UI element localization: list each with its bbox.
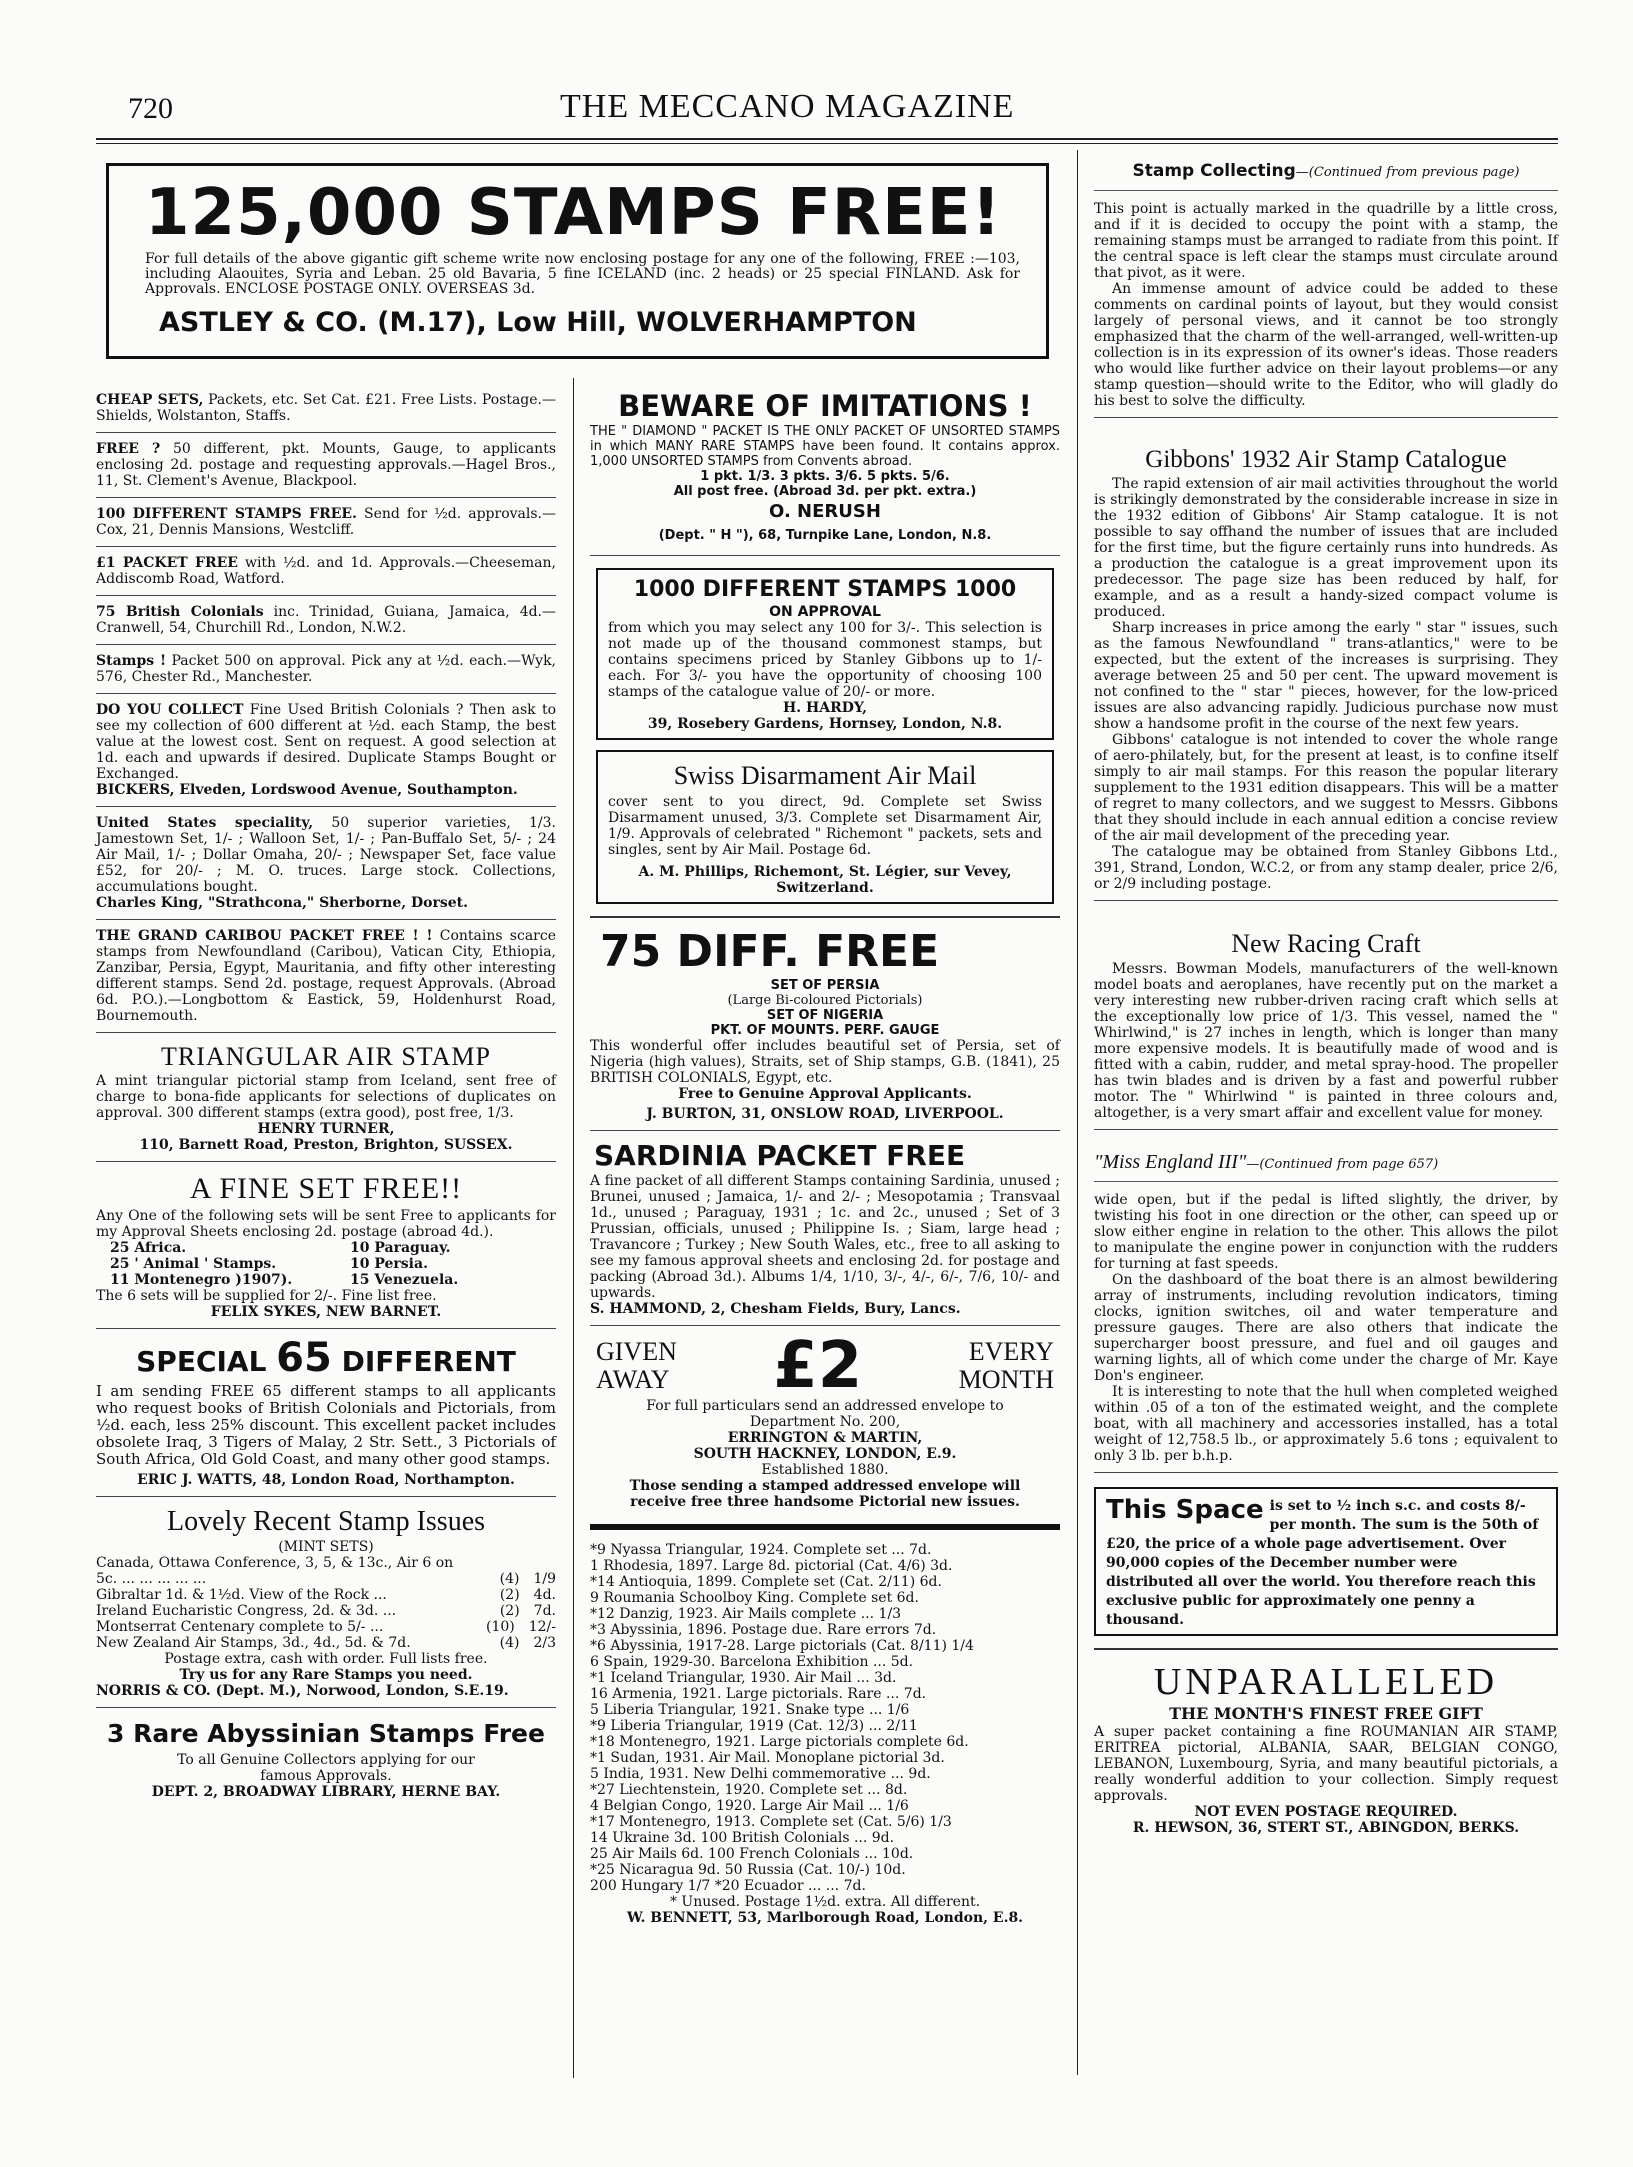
diff75-heading: 75 DIFF. FREE [600, 926, 940, 977]
astley-headline: 125,000 STAMPS FREE! [145, 176, 1002, 250]
caribou-ad [96, 920, 556, 1033]
lovely-ad [96, 1497, 556, 1708]
lovely-row [96, 1619, 556, 1635]
small-ads [96, 384, 556, 1808]
fine-set-item: 25 ' Animal ' Stamps. [110, 1256, 277, 1272]
lovely-row-price [500, 1603, 556, 1619]
astley-body: For full details of the above gigantic gift scheme write now enclosing postage for any one of the following, FREE :—103, including Alaouites, Syria and Leban. 25 old Bavaria, 5 fine ICELAND (inc. 2 heads) or 25 special FINLAND. Ask for Approvals. ENCLOSE POSTAGE ONLY. OVERSEAS 3d. [145, 251, 1020, 297]
given-established: Established 1880. [761, 1462, 889, 1478]
given-firm-2: SOUTH HACKNEY, LONDON, E.9. [693, 1446, 957, 1462]
fine-set-ad [96, 1162, 556, 1329]
this-space-heading: This Space [1106, 1495, 1264, 1525]
unparalleled-heading: UNPARALLELED [1153, 1661, 1499, 1703]
caribou-lead: THE GRAND CARIBOU PACKET FREE ! ! [96, 928, 433, 944]
bennett-row: 25 Air Mails 6d. 100 French Colonials ... 10d. [590, 1846, 914, 1862]
small-ad-lead: 75 British Colonials [96, 604, 264, 620]
article-paragraph: An immense amount of advice could be added to these comments on cardinal points of layout, but they would consist largely of personal views, and it cannot be too strongly emphasized that the charm of the well-arranged, well-written-up collection is in its expression of its owner's ideas. Those readers who would like further advice on their layout problems—or any stamp question—should write to the Editor, who will gladly do his best to solve the difficulty. [1094, 281, 1558, 409]
article-paragraph: Sharp increases in price among the early " star " issues, such as the famous Newfoundland " trans-atlantics," were to be expected, but the extent of the increases is surprising. They average between 25 and 50 per cent. The upward movement is not confined to the " star " pieces, however, for the low-priced issues are also advancing rapidly. Judicious purchase now must show a handsome profit in the course of the next few years. [1094, 620, 1558, 732]
lovely-row-count: (4) [499, 1571, 520, 1587]
left-column [96, 384, 556, 1808]
lovely-row-count: (10) [485, 1619, 515, 1635]
article-paragraph: On the dashboard of the boat there is an almost bewildering array of instruments, including revolution indicators, timing clocks, ignition switches, oil and water temperature and pressure gauges. There are also others that indicate the supercharger boost pressure, and fuel and oil gauges and warning lights, all of which come under the charge of Mr. Kaye Don's engineer. [1094, 1272, 1558, 1384]
sardinia-signature: S. HAMMOND, 2, Chesham Fields, Bury, Lancs. [590, 1301, 961, 1317]
miss-england-title [1094, 1148, 1558, 1177]
small-ad-lead: 100 DIFFERENT STAMPS FREE. [96, 506, 357, 522]
unparalleled-text: A super packet containing a fine ROUMANIAN AIR STAMP, ERITREA pictorial, ALBANIA, SAAR, BELGIAN CONGO, LEBANON, Luxembourg, Syria, and many beautiful pictorials, a really wonderful addition to your collection. Simply request approvals. [1094, 1724, 1558, 1804]
stamp-collecting-article [1094, 160, 1558, 418]
caribou-text: Contains scarce stamps from Newfoundland (Caribou), Vatican City, Ethiopia, Zanzibar, Persia, Egypt, Mauritania, and fifty other interesting different stamps. Send 2d. postage, request Approvals. (Abroad 6d. P.O.).—Longbottom & Eastick, 59, Holdenhurst Road, Bournemouth. [96, 928, 556, 1024]
diff75-line: (Large Bi-coloured Pictorials) [727, 993, 923, 1008]
stamp-collecting-cont: —(Continued from previous page) [1295, 165, 1520, 180]
sardinia-ad [590, 1131, 1060, 1326]
bennett-row: 4 Belgian Congo, 1920. Large Air Mail ... 1/6 [590, 1798, 909, 1814]
special65-heading-b: DIFFERENT [341, 1345, 516, 1378]
special65-ad [96, 1329, 556, 1497]
small-ad-text: 50 different, pkt. Mounts, Gauge, to applicants enclosing 2d. postage and requesting approvals.—Hagel Bros., 11, St. Clement's Avenue, Blackpool. [96, 441, 557, 489]
given-firm: ERRINGTON & MARTIN, [727, 1430, 923, 1446]
bennett-row: *25 Nicaragua 9d. 50 Russia (Cat. 10/-) 10d. [590, 1862, 906, 1878]
lovely-row [96, 1587, 556, 1603]
gibbons-heading: Gibbons' 1932 Air Stamp Catalogue [1145, 446, 1507, 473]
fine-set-item: 10 Persia. [350, 1256, 428, 1272]
bennett-row: 1 Rhodesia, 1897. Large 8d. pictorial (Cat. 4/6) 3d. [590, 1558, 953, 1574]
bennett-row: *9 Nyassa Triangular, 1924. Complete set ... 7d. [590, 1542, 932, 1558]
bennett-row: *1 Sudan, 1931. Air Mail. Monoplane pictorial 3d. [590, 1750, 945, 1766]
miss-england-article [1094, 1130, 1558, 1473]
bennett-row: *3 Abyssinia, 1896. Postage due. Rare errors 7d. [590, 1622, 937, 1638]
lovely-row-text: 5c. ... ... ... ... ... [96, 1571, 207, 1587]
sardinia-heading: SARDINIA PACKET FREE [594, 1139, 966, 1172]
this-space-text: is set to ½ inch s.c. and costs 8/- per month. The sum is the 50th of £20, the price of a whole page advertisement. Over 90,000 copies of the December number were distributed all over the world. You therefore reach this exclusive public for approximately one penny a thousand. [1106, 1498, 1539, 1628]
lovely-row-text: New Zealand Air Stamps, 3d., 4d., 5d. & 7d. [96, 1635, 411, 1651]
lovely-row-price [542, 1555, 556, 1571]
stamp-collecting-heading: Stamp Collecting [1132, 161, 1296, 181]
miss-england-cont: —(Continued from page 657) [1246, 1157, 1439, 1172]
bennett-row: *14 Antioquia, 1899. Complete set (Cat. 2/11) 6d. [590, 1574, 942, 1590]
lovely-row-amount: 1/9 [533, 1571, 556, 1587]
diff75-line: SET OF NIGERIA [766, 1008, 884, 1023]
thousand-address: 39, Rosebery Gardens, Hornsey, London, N.8. [647, 716, 1003, 732]
middle-column [590, 384, 1060, 1934]
small-ad [96, 384, 556, 433]
lovely-row-text: Canada, Ottawa Conference, 3, 5, & 13c., Air 6 on [96, 1555, 454, 1571]
beware-address: (Dept. " H "), 68, Turnpike Lane, London, N.8. [658, 528, 992, 543]
lovely-try: Try us for any Rare Stamps you need. [179, 1667, 473, 1683]
triangular-ad [96, 1033, 556, 1162]
small-ad [96, 645, 556, 694]
small-ad [96, 547, 556, 596]
bennett-row: 5 Liberia Triangular, 1921. Snake type ... 1/6 [590, 1702, 910, 1718]
fine-set-list [96, 1240, 556, 1288]
triangular-address: 110, Barnett Road, Preston, Brighton, SUSSEX. [139, 1137, 513, 1153]
bennett-list [590, 1542, 1060, 1894]
article-paragraph: The catalogue may be obtained from Stanley Gibbons Ltd., 391, Strand, London, W.C.2, or from any stamp dealer, price 2/6, or 2/9 including postage. [1094, 844, 1558, 892]
magazine-title: THE MECCANO MAGAZINE [560, 88, 1015, 125]
lovely-row-amount: 7d. [533, 1603, 556, 1619]
small-ad [96, 498, 556, 547]
bennett-row: *9 Liberia Triangular, 1919 (Cat. 12/3) ... 2/11 [590, 1718, 918, 1734]
fine-set-item: 25 Africa. [110, 1240, 187, 1256]
astley-advert [106, 163, 1049, 359]
diff75-free: Free to Genuine Approval Applicants. [678, 1086, 972, 1102]
bennett-row: *18 Montenegro, 1921. Large pictorials complete 6d. [590, 1734, 969, 1750]
small-ad-lead: CHEAP SETS, [96, 392, 204, 408]
unparalleled-note: NOT EVEN POSTAGE REQUIRED. [1194, 1804, 1458, 1820]
given-left-1: GIVEN [596, 1337, 677, 1366]
lovely-row-price [500, 1587, 556, 1603]
bennett-row: 5 India, 1931. New Delhi commemorative ... 9d. [590, 1766, 931, 1782]
miss-england-heading: "Miss England III" [1094, 1151, 1247, 1173]
lovely-row-amount: 2/3 [533, 1635, 556, 1651]
small-ad-text: Send for ½d. approvals.—Cox, 21, Dennis Mansions, Westcliff. [96, 506, 557, 538]
sardinia-text: A fine packet of all different Stamps containing Sardinia, unused ; Brunei, unused ; Jamaica, 1/- and 2/- ; Mesopotamia ; Transvaal 1d., unused ; Paraguay, 1931 ; 1c. and 2c., unused ; Set of 3 Prussian, officials, unused ; Philippine Is. ; Siam, large head ; Travancore ; Turkey ; New South Wales, etc., free to all asking to see my famous approval sheets and enclosing 2d. for postage and packing (Abroad 3d.). Albums 1/4, 1/10, 3/-, 4/-, 6/-, 7/6, 10/- and upwards. [590, 1173, 1060, 1301]
lovely-row [96, 1571, 556, 1587]
small-ad [96, 433, 556, 498]
article-paragraph: The rapid extension of air mail activities throughout the world is strikingly demonstrated by the considerable increase in size in the 1932 edition of Gibbons' Air Stamp catalogue. It is not possible to say offhand the number of issues that are included for the first time, but the figure certainly runs into hundreds. As a production the catalogue is a great improvement upon its predecessor. The page size has been reduced by half, for example, and as a result a handy-sized compact volume is produced. [1094, 476, 1558, 620]
page-number: 720 [128, 92, 173, 125]
header-rule [96, 138, 1558, 140]
bennett-row: 14 Ukraine 3d. 100 British Colonials ... 9d. [590, 1830, 895, 1846]
bennett-row: *12 Danzig, 1923. Air Mails complete ... 1/3 [590, 1606, 902, 1622]
us-text: 50 superior varieties, 1/3. Jamestown Set, 1/- ; Walloon Set, 1/- ; Pan-Buffalo Set, 5/- ; 24 Air Mail, 1/- ; Dollar Omaha, 20/- ; Newspaper Set, face value £52, for 20/- ; M. O. truces. Large stock. Collections, accumulations bought. [96, 815, 556, 895]
bennett-row: 9 Roumania Schoolboy King. Complete set 6d. [590, 1590, 919, 1606]
beware-prices: 1 pkt. 1/3. 3 pkts. 3/6. 5 pkts. 5/6. [700, 469, 950, 484]
small-ad-lead: Stamps ! [96, 653, 167, 669]
abyssinian-signature: DEPT. 2, BROADWAY LIBRARY, HERNE BAY. [151, 1784, 501, 1800]
given-away-banner [590, 1329, 1060, 1403]
bickers-signature: BICKERS, Elveden, Lordswood Avenue, Southampton. [96, 782, 518, 798]
unparalleled-ad [1094, 1648, 1558, 1844]
thousand-text: from which you may select any 100 for 3/-. This selection is not made up of the thousand commonest stamps, but contains specimens priced by Stanley Gibbons up to 1/- each. For 3/- you have the opportunity of choosing 100 stamps of the catalogue value of 20/- or more. [608, 620, 1042, 700]
diff75-text: This wonderful offer includes beautiful set of Persia, set of Nigeria (high values), Straits, set of Ship stamps, G.B. (1841), 25 BRITISH COLONIALS, Egypt, etc. [590, 1038, 1060, 1086]
given-right-2: MONTH [958, 1365, 1054, 1394]
lovely-row-text: Montserrat Centenary complete to 5/- ... [96, 1619, 384, 1635]
small-ad-lead: FREE ? [96, 441, 161, 457]
us-speciality-ad [96, 807, 556, 920]
special65-heading-num: 65 [276, 1335, 332, 1381]
abyssinian-text: To all Genuine Collectors applying for our famous Approvals. [177, 1752, 475, 1784]
right-column [1094, 160, 1558, 1844]
lovely-subheading: (MINT SETS) [278, 1539, 374, 1555]
small-ad-text: with ½d. and 1d. Approvals.—Cheeseman, Addiscomb Road, Watford. [96, 555, 556, 587]
fine-set-item: 15 Venezuela. [350, 1272, 459, 1288]
bickers-ad [96, 694, 556, 807]
beware-text: THE " DIAMOND " PACKET IS THE ONLY PACKET OF UNSORTED STAMPS in which MANY RARE STAMPS have been found. It contains approx. 1,000 UNSORTED STAMPS from Convents abroad. [590, 424, 1060, 469]
fine-set-item: 10 Paraguay. [350, 1240, 451, 1256]
swiss-heading: Swiss Disarmament Air Mail [673, 761, 977, 790]
unparalleled-signature: R. HEWSON, 36, STERT ST., ABINGDON, BERKS. [1132, 1820, 1520, 1836]
lovely-list [96, 1555, 556, 1651]
triangular-heading: TRIANGULAR AIR STAMP [161, 1042, 491, 1071]
article-paragraph: This point is actually marked in the quadrille by a little cross, and if it is decided to occupy the point with a stamp, the remaining stamps must be arranged to radiate from this point. If the central space is left clear the stamps must circulate around that pivot, as it were. [1094, 201, 1558, 281]
fine-set-signature: FELIX SYKES, NEW BARNET. [210, 1304, 442, 1320]
swiss-text: cover sent to you direct, 9d. Complete set Swiss Disarmament unused, 3/3. Complete set Disarmament Air, 1/9. Approvals of celebrated " Richemont " packets, sets and singles, sent by Air Mail. Postage 6d. [608, 794, 1042, 858]
lovely-signature: NORRIS & CO. (Dept. M.), Norwood, London, S.E.19. [96, 1683, 509, 1699]
beware-name: O. NERUSH [769, 501, 881, 522]
beware-post: All post free. (Abroad 3d. per pkt. extra.) [673, 484, 977, 499]
lovely-row-price [500, 1571, 556, 1587]
bennett-note: * Unused. Postage 1½d. extra. All different. [669, 1894, 981, 1910]
bennett-row: *17 Montenegro, 1913. Complete set (Cat. 5/6) 1/3 [590, 1814, 952, 1830]
small-ad-lead: £1 PACKET FREE [96, 555, 238, 571]
special65-signature: ERIC J. WATTS, 48, London Road, Northampton. [137, 1472, 515, 1488]
abyssinian-heading: 3 Rare Abyssinian Stamps Free [107, 1719, 545, 1748]
astley-address: ASTLEY & CO. (M.17), Low Hill, WOLVERHAMPTON [159, 307, 917, 338]
lovely-footer: Postage extra, cash with order. Full lists free. [164, 1651, 488, 1667]
abyssinian-ad [96, 1708, 556, 1808]
this-space-ad [1094, 1487, 1558, 1636]
bennett-row: *1 Iceland Triangular, 1930. Air Mail ... 3d. [590, 1670, 897, 1686]
beware-ad [590, 384, 1060, 556]
racing-heading: New Racing Craft [1231, 929, 1421, 958]
bennett-row: *27 Liechtenstein, 1920. Complete set ... 8d. [590, 1782, 908, 1798]
given-amount: £2 [773, 1329, 863, 1403]
special65-text: I am sending FREE 65 different stamps to all applicants who request books of British Colonials and Pictorials, from ½d. each, less 25% discount. This excellent packet includes obsolete Iraq, 3 Tigers of Malay, 2 Str. Sett., 3 Pictorials of South Africa, Old Gold Coast, and many other good stamps. [96, 1382, 556, 1468]
lovely-row [96, 1603, 556, 1619]
lovely-row-count: (2) [499, 1587, 520, 1603]
diff75-signature: J. BURTON, 31, ONSLOW ROAD, LIVERPOOL. [646, 1106, 1004, 1122]
article-paragraph: wide open, but if the pedal is lifted slightly, the driver, by twisting his foot in one direction or the other, can speed up or slow either engine in relation to the other. This allows the pilot to manipulate the engine power in conjunction with the rudders for turning at fast speeds. [1094, 1192, 1558, 1272]
fine-set-text: Any One of the following sets will be sent Free to applicants for my Approval Sheets enclosing 2d. postage (abroad 4d.). [96, 1208, 556, 1240]
small-ad-text: inc. Trinidad, Guiana, Jamaica, 4d.—Cranwell, 54, Churchill Rd., London, N.W.2. [96, 604, 557, 636]
article-paragraph: It is interesting to note that the hull when completed weighed within .05 of a ton of the estimated weight, and the complete boat, with all machinery and accessories installed, has a total weight of 12,758.5 lb., or approximately 5.6 tons ; equivalent to only 3 lb. per b.h.p. [1094, 1384, 1558, 1464]
lovely-row-count: (4) [499, 1635, 520, 1651]
racing-article [1094, 901, 1558, 1130]
given-left-2: AWAY [596, 1365, 670, 1394]
lovely-heading: Lovely Recent Stamp Issues [166, 1506, 486, 1537]
given-away-ad [590, 1326, 1060, 1530]
given-note: Those sending a stamped addressed envelope will receive free three handsome Pictorial new issues. [629, 1478, 1021, 1510]
small-ad-text: Packets, etc. Set Cat. £21. Free Lists. Postage.—Shields, Wolstanton, Staffs. [96, 392, 556, 424]
special65-heading [96, 1337, 556, 1383]
bickers-text: Fine Used British Colonials ? Then ask to see my collection of 600 different at ½d. each Stamp, the best value at the lowest cost. Sent on request. A good selection at 1d. each and upwards if desired. Duplicate Stamps Bought or Exchanged. [96, 702, 557, 782]
small-ad-text: Packet 500 on approval. Pick any at ½d. each.—Wyk, 576, Chester Rd., Manchester. [96, 653, 557, 685]
gibbons-article [1094, 418, 1558, 901]
fine-set-heading: A FINE SET FREE!! [189, 1172, 463, 1205]
thousand-heading: 1000 DIFFERENT STAMPS 1000 [633, 577, 1017, 602]
article-paragraph: Messrs. Bowman Models, manufacturers of the well-known model boats and aeroplanes, have recently put on the market a very interesting new rubber-driven racing craft which sells at the exceptionally low price of 1/3. This vessel, named the " Whirlwind," is 27 inches in length, which is longer than many more expensive models. It is beautifully made of wood and is fitted with a cabin, rudder, and metal spray-hood. The propeller has twin blades and is driven by a fast and powerful rubber motor. The " Whirlwind " is painted in three colours and, altogether, is a very smart affair and excellent value for money. [1094, 961, 1558, 1121]
header-rule-thin [96, 143, 1558, 144]
bennett-row: *6 Abyssinia, 1917-28. Large pictorials (Cat. 8/11) 1/4 [590, 1638, 974, 1654]
lovely-row [96, 1635, 556, 1651]
given-text: For full particulars send an addressed envelope to Department No. 200, [646, 1398, 1004, 1430]
article-paragraph: Gibbons' catalogue is not intended to cover the whole range of aero-philately, but, for the present at least, is to confine itself simply to air mail stamps. For this reason the popular literary supplement to the 1931 edition disappears. This will be a matter of regret to many collectors, and we suggest to Messrs. Gibbons that they should include in each annual edition a concise review of the air mail development of the preceding year. [1094, 732, 1558, 844]
lovely-row-amount: 12/- [528, 1619, 556, 1635]
triangular-name: HENRY TURNER, [257, 1121, 395, 1137]
column-divider [1077, 150, 1078, 2075]
given-right-1: EVERY [968, 1337, 1054, 1366]
thousand-ad [596, 568, 1054, 740]
lovely-row-amount: 4d. [533, 1587, 556, 1603]
lovely-row-count: (2) [499, 1603, 520, 1619]
special65-heading-a: SPECIAL [136, 1345, 267, 1378]
bennett-ad [590, 1530, 1060, 1934]
stamp-collecting-title [1094, 160, 1558, 182]
small-ad [96, 596, 556, 645]
diff75-line: PKT. OF MOUNTS. PERF. GAUGE [710, 1023, 940, 1038]
unparalleled-sub: THE MONTH'S FINEST FREE GIFT [1169, 1704, 1483, 1723]
fine-set-note: The 6 sets will be supplied for 2/-. Fine list free. [96, 1288, 437, 1304]
beware-heading: BEWARE OF IMITATIONS ! [618, 389, 1032, 423]
diff75-line: SET OF PERSIA [770, 978, 880, 993]
lovely-row-price [500, 1635, 556, 1651]
fine-set-item: 11 Montenegro )1907). [110, 1272, 293, 1288]
bennett-row: 6 Spain, 1929-30. Barcelona Exhibition ... 5d. [590, 1654, 914, 1670]
lovely-row-price [486, 1619, 556, 1635]
swiss-signature: A. M. Phillips, Richemont, St. Légier, sur Vevey, Switzerland. [638, 864, 1012, 896]
bickers-lead: DO YOU COLLECT [96, 702, 244, 718]
bennett-signature: W. BENNETT, 53, Marlborough Road, London, E.8. [626, 1910, 1024, 1926]
us-signature: Charles King, "Strathcona," Sherborne, Dorset. [96, 895, 468, 911]
swiss-ad [596, 750, 1054, 904]
lovely-row-text: Ireland Eucharistic Congress, 2d. & 3d. ... [96, 1603, 397, 1619]
bennett-row: 16 Armenia, 1921. Large pictorials. Rare ... 7d. [590, 1686, 927, 1702]
thousand-sub: ON APPROVAL [769, 604, 881, 620]
diff75-ad [590, 916, 1060, 1131]
us-lead: United States speciality, [96, 815, 314, 831]
triangular-text: A mint triangular pictorial stamp from Iceland, sent free of charge to bona-fide applicants for selections of duplicates on approval. 300 different stamps (extra good), post free, 1/3. [96, 1073, 556, 1121]
lovely-row-text: Gibraltar 1d. & 1½d. View of the Rock ... [96, 1587, 387, 1603]
bennett-row: 200 Hungary 1/7 *20 Ecuador ... ... 7d. [590, 1878, 866, 1894]
column-divider [573, 378, 574, 2078]
thousand-name: H. HARDY, [783, 700, 867, 716]
lovely-row [96, 1555, 556, 1571]
